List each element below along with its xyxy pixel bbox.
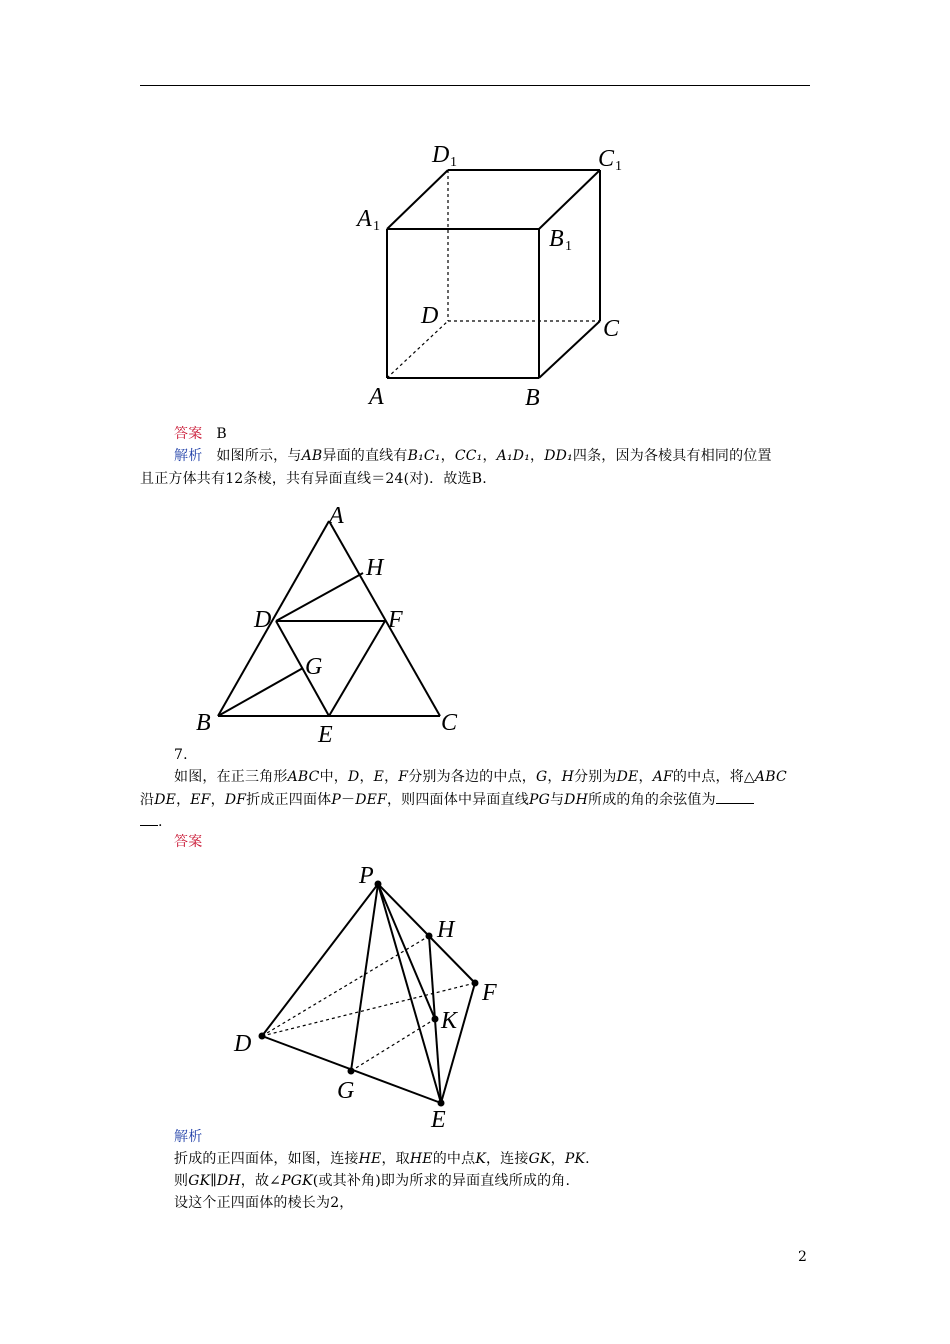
triangle-label-e: E — [318, 722, 333, 748]
answer-blank-continued — [140, 813, 158, 826]
vertex-label-a1: A — [357, 206, 372, 232]
triangle-label-g: G — [305, 654, 323, 680]
triangle-label-f: F — [388, 607, 403, 633]
triangle-label-a: A — [329, 503, 344, 529]
tetra-label-k: K — [441, 1008, 458, 1034]
tetra-label-g: G — [337, 1078, 355, 1104]
triangle-label-c: C — [441, 710, 458, 736]
triangle-label-b: B — [196, 710, 211, 736]
vertex-label-b: B — [525, 385, 540, 411]
vertex-label-d: D — [421, 303, 439, 329]
answer-blank — [716, 791, 754, 804]
vertex-label-a: A — [369, 384, 384, 410]
answer-value: B — [216, 426, 227, 442]
triangle-label-h: H — [366, 555, 384, 581]
vertex-label-b1: B — [549, 226, 564, 252]
tetra-label-p: P — [359, 863, 374, 889]
q6-answer-line — [174, 424, 227, 444]
vertex-sub-b1: 1 — [565, 239, 572, 254]
q7-analysis-line-2: 则GK∥DH，故∠PGK(或其补角)即为所求的异面直线所成的角. — [174, 1173, 571, 1189]
analysis-label: 解析 — [174, 448, 203, 464]
vertex-label-c: C — [603, 316, 620, 342]
q6-analysis-line-2: 且正方体共有12条棱，共有异面直线＝24(对)．故选B. — [140, 471, 487, 487]
q7-analysis-label: 解析 — [174, 1129, 203, 1145]
tetra-label-d: D — [234, 1031, 252, 1057]
q7-text-line-2: 沿DE，EF，DF折成正四面体P－DEF，则四面体中异面直线PG与DH所成的角的余弦值为 — [140, 790, 754, 810]
tetrahedron-figure — [230, 858, 510, 1133]
triangle-figure — [190, 500, 470, 748]
q7-text-line-3: . — [140, 812, 163, 832]
q7-analysis-line-3: 设这个正四面体的棱长为2， — [174, 1195, 354, 1211]
answer-label: 答案 — [174, 426, 203, 442]
vertex-label-d1: D — [432, 142, 450, 168]
tetra-label-f: F — [482, 980, 497, 1006]
tetra-label-h: H — [437, 917, 455, 943]
vertex-sub-a1: 1 — [373, 219, 380, 234]
q7-analysis-line-1: 折成的正四面体，如图，连接HE，取HE的中点K，连接GK，PK. — [174, 1151, 590, 1167]
header-rule — [140, 85, 810, 86]
vertex-label-c1: C — [598, 146, 615, 172]
page-number: 2 — [798, 1249, 807, 1265]
vertex-sub-c1: 1 — [615, 159, 622, 174]
tetra-label-e: E — [431, 1107, 446, 1133]
cube-figure — [350, 140, 640, 415]
q7-answer-label: 答案 — [174, 834, 203, 850]
q6-analysis-line-1: 解析 如图所示，与AB异面的直线有B₁C₁，CC₁，A₁D₁，DD₁四条，因为各棱具有相同的位置 — [174, 448, 772, 464]
q7-text-line-1: 如图，在正三角形ABC中，D，E，F分别为各边的中点，G，H分别为DE，AF的中点，将△ABC — [174, 769, 787, 785]
q7-number: 7. — [174, 747, 188, 763]
triangle-label-d: D — [254, 607, 272, 633]
vertex-sub-d1: 1 — [450, 155, 457, 170]
